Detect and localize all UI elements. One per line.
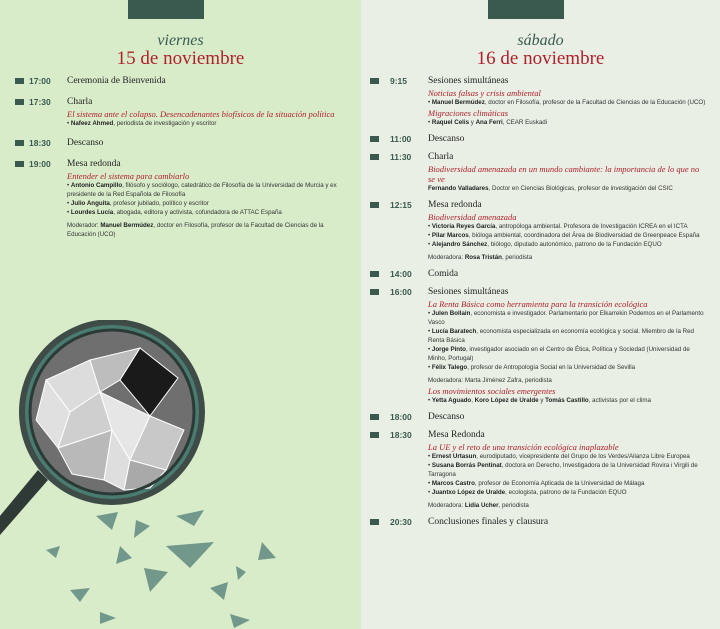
session-group bbox=[428, 164, 708, 193]
speaker-description: , economista especializada en economía ecológica y social. Miembro de la Red Renta Básica bbox=[428, 328, 694, 344]
moderator-label: Moderadora: bbox=[428, 502, 465, 509]
session-group bbox=[67, 171, 341, 239]
speaker-item bbox=[428, 488, 708, 497]
moderator-name: Rosa Tristán bbox=[464, 254, 502, 261]
session-group bbox=[428, 88, 708, 107]
speaker-item bbox=[428, 345, 708, 363]
speaker-item bbox=[428, 98, 708, 107]
schedule-item bbox=[370, 133, 708, 145]
speaker-name: Raquel Celis bbox=[431, 119, 470, 126]
speaker-name: Juantxo López de Uralde bbox=[431, 489, 506, 496]
schedule-item bbox=[370, 151, 708, 193]
speaker-name: Julen Bollain bbox=[431, 310, 471, 317]
moderator-line bbox=[428, 376, 708, 385]
saturday-schedule bbox=[370, 75, 708, 534]
speaker-item bbox=[428, 461, 708, 479]
schedule-item bbox=[370, 411, 708, 423]
bullet-square-icon bbox=[15, 140, 24, 146]
speaker-name: Antonio Campillo bbox=[70, 182, 123, 189]
event-title: Ceremonia de Bienvenida bbox=[67, 76, 166, 86]
speaker-description: , doctor en Filosofía, profesor de la Facultad de Ciencias de la Educación (UCO) bbox=[484, 99, 706, 106]
speaker-description: , ecologista, patrono de la Fundación EQUO bbox=[505, 489, 627, 496]
speaker-item bbox=[428, 309, 708, 327]
speaker-description: , profesor de Economía Aplicada de la Universidad de Málaga bbox=[474, 480, 645, 487]
event-time: 17:00 bbox=[29, 76, 51, 86]
speaker-name: Ernest Urtasun bbox=[431, 453, 477, 460]
session-subtitle: Biodiversidad amenazada en un mundo cambiante: la importancia de lo que no se ve bbox=[428, 164, 700, 184]
speaker-name: Lourdes Lucía bbox=[70, 209, 114, 216]
speaker-item bbox=[428, 222, 708, 231]
event-time: 18:30 bbox=[29, 138, 51, 148]
session-subtitle: Biodiversidad amenazada bbox=[428, 212, 517, 222]
session-group bbox=[428, 442, 708, 510]
speaker-item bbox=[67, 199, 341, 208]
speaker-item bbox=[428, 231, 708, 240]
schedule-item bbox=[370, 75, 708, 127]
event-time: 14:00 bbox=[390, 269, 412, 279]
speaker-item bbox=[67, 119, 341, 128]
event-time: 12:15 bbox=[390, 200, 412, 210]
bullet-square-icon bbox=[370, 414, 379, 420]
speaker-description: , biólogo, diputado autonómico, patrono de la Fundación EQUO bbox=[487, 241, 662, 248]
event-title: Descanso bbox=[428, 412, 465, 422]
day-date: 15 de noviembre bbox=[116, 48, 245, 69]
day-name: viernes bbox=[157, 32, 204, 49]
speaker-name: Yetta Aguado bbox=[431, 397, 472, 404]
moderator-label: Moderadora: bbox=[428, 377, 465, 384]
event-time: 18:00 bbox=[390, 412, 412, 422]
bullet-square-icon bbox=[370, 289, 379, 295]
schedule-item bbox=[370, 286, 708, 405]
event-time: 11:30 bbox=[390, 152, 412, 162]
bullet-square-icon bbox=[370, 519, 379, 525]
moderator-label: Moderadora: bbox=[428, 254, 465, 261]
speaker-item bbox=[428, 363, 708, 372]
speaker-description: , eurodiputado, vicepresidente del Grupo de los Verdes/Alianza Libre Europea bbox=[476, 453, 690, 460]
speaker-name: Alejandro Sánchez bbox=[431, 241, 488, 248]
speaker-name: Pilar Marcos bbox=[431, 232, 469, 239]
moderator-line bbox=[428, 501, 708, 510]
day-header bbox=[361, 32, 720, 69]
bullet-square-icon bbox=[370, 154, 379, 160]
event-time: 19:00 bbox=[29, 159, 51, 169]
bullet-square-icon bbox=[370, 202, 379, 208]
speaker-name: Lucía Baratech bbox=[431, 328, 477, 335]
event-time: 17:30 bbox=[29, 97, 51, 107]
speaker-name: Victoria Reyes García bbox=[431, 223, 496, 230]
speaker-description: , periodista de investigación y escritor bbox=[113, 120, 217, 127]
moderator-name: Lidia Ucher bbox=[464, 502, 499, 509]
speaker-name: Manuel Bermúdez bbox=[431, 99, 485, 106]
session-group bbox=[67, 109, 341, 128]
event-title: Comida bbox=[428, 269, 459, 279]
speaker-item bbox=[428, 479, 708, 488]
event-title: Conclusiones finales y clausura bbox=[428, 517, 549, 527]
speaker-name: Tomás Castillo bbox=[545, 397, 589, 404]
event-title: Descanso bbox=[67, 138, 104, 148]
schedule-item bbox=[15, 158, 341, 239]
event-title: Mesa redonda bbox=[428, 200, 482, 210]
speaker-description: , activistas por el clima bbox=[588, 397, 651, 404]
speaker-description: , bióloga ambiental, coordinadora del Área de Biodiversidad de Greenpeace España bbox=[468, 232, 700, 239]
speaker-item bbox=[67, 181, 341, 199]
event-title: Sesiones simultáneas bbox=[428, 287, 509, 297]
speaker-description: , profesor de Antropología Social en la Universidad de Sevilla bbox=[467, 364, 636, 371]
moderator-name: Manuel Bermúdez bbox=[100, 222, 154, 229]
schedule-item bbox=[15, 96, 341, 128]
speaker-description: , investigador asociado en el Centro de Ética, Política y Sociedad (Universidad de Minho, Portugal) bbox=[428, 346, 690, 362]
session-subtitle: Noticias falsas y crisis ambiental bbox=[428, 88, 541, 98]
session-subtitle: El sistema ante el colapso. Desencadenantes biofísicos de la situación política bbox=[67, 109, 335, 119]
event-time: 11:00 bbox=[390, 134, 412, 144]
day-date: 16 de noviembre bbox=[476, 48, 605, 69]
day-name: sábado bbox=[517, 32, 564, 49]
session-subtitle: Los movimientos sociales emergentes bbox=[428, 386, 556, 396]
session-group bbox=[428, 386, 708, 405]
speaker-description: , economista e investigador. Parlamentario por Elkarrekin Podemos en el Parlamento Vasco bbox=[428, 310, 704, 326]
speaker-name: Ana Ferri bbox=[475, 119, 503, 126]
speaker-description: y bbox=[469, 119, 476, 126]
session-subtitle: Migraciones climáticas bbox=[428, 108, 509, 118]
header-tab bbox=[128, 0, 204, 19]
bullet-square-icon bbox=[370, 78, 379, 84]
event-title: Mesa redonda bbox=[67, 159, 121, 169]
event-time: 20:30 bbox=[390, 517, 412, 527]
schedule-item bbox=[370, 429, 708, 510]
session-subtitle: Entender el sistema para cambiarlo bbox=[67, 171, 190, 181]
schedule-item bbox=[15, 137, 341, 149]
speaker-name: Susana Borrás Pentinat bbox=[431, 462, 502, 469]
speaker-name: Fernando Valladares bbox=[428, 185, 489, 192]
schedule-item bbox=[15, 75, 341, 87]
speaker-item bbox=[428, 184, 708, 193]
speaker-description: , bbox=[471, 397, 475, 404]
speaker-item bbox=[428, 396, 708, 405]
event-time: 9:15 bbox=[390, 76, 408, 86]
session-group bbox=[428, 299, 708, 385]
speaker-description: , antropóloga ambiental. Profesora de Investigación ICREA en el ICTA bbox=[495, 223, 688, 230]
session-subtitle: La Renta Básica como herramienta para la transición ecológica bbox=[428, 299, 648, 309]
speaker-name: Marcos Castro bbox=[431, 480, 475, 487]
speaker-item bbox=[67, 208, 341, 217]
moderator-description: , periodista bbox=[498, 502, 529, 509]
schedule-item bbox=[370, 199, 708, 262]
moderator-label: Moderador: bbox=[67, 222, 101, 229]
saturday-panel bbox=[361, 0, 720, 629]
event-time: 18:30 bbox=[390, 430, 412, 440]
day-header bbox=[0, 32, 361, 69]
speaker-description: , filósofo y sociólogo, catedrático de Filosofía de la Universidad de Murcia y ex presidente de la Red Española de Filosofía bbox=[67, 182, 337, 198]
bullet-square-icon bbox=[370, 136, 379, 142]
event-title: Descanso bbox=[428, 134, 465, 144]
broken-magnifying-glass-illustration bbox=[0, 320, 361, 629]
event-time: 16:00 bbox=[390, 287, 412, 297]
bullet-square-icon bbox=[370, 271, 379, 277]
bullet-square-icon bbox=[15, 161, 24, 167]
speaker-description: , Doctor en Ciencias Biológicas, profesor de investigación del CSIC bbox=[488, 185, 673, 192]
bullet-square-icon bbox=[15, 99, 24, 105]
schedule-item bbox=[370, 516, 708, 528]
bullet-square-icon bbox=[15, 78, 24, 84]
speaker-item bbox=[428, 327, 708, 345]
event-title: Mesa Redonda bbox=[428, 430, 485, 440]
session-group bbox=[428, 212, 708, 262]
moderator-line bbox=[67, 221, 341, 239]
friday-schedule bbox=[15, 75, 341, 248]
speaker-description: y bbox=[538, 397, 546, 404]
moderator-description: , periodista bbox=[501, 254, 533, 261]
moderator-description: Marta Jiménez Zafra, periodista bbox=[464, 377, 552, 384]
speaker-description: , profesor jubilado, político y escritor bbox=[109, 200, 209, 207]
moderator-description: , doctor en Filosofía, profesor de la Facultad de Ciencias de la Educación (UCO) bbox=[67, 222, 324, 238]
speaker-name: Nafeez Ahmed bbox=[70, 120, 114, 127]
speaker-description: , doctora en Derecho, Investigadora de la Universidad Rovira i Virgili de Tarragona bbox=[428, 462, 698, 478]
speaker-name: Koro López de Uralde bbox=[474, 397, 539, 404]
speaker-item bbox=[428, 452, 708, 461]
speaker-item bbox=[428, 240, 708, 249]
speaker-name: Julio Anguita bbox=[70, 200, 110, 207]
speaker-description: , abogada, editora y activista, cofundadora de ATTAC España bbox=[113, 209, 282, 216]
event-title: Charla bbox=[67, 97, 93, 107]
speaker-name: Félix Talego bbox=[431, 364, 468, 371]
event-title: Charla bbox=[428, 152, 454, 162]
moderator-line bbox=[428, 253, 708, 262]
speaker-item bbox=[428, 118, 708, 127]
session-subtitle: La UE y el reto de una transición ecológica inaplazable bbox=[428, 442, 619, 452]
event-title: Sesiones simultáneas bbox=[428, 76, 509, 86]
speaker-description: , CEAR Euskadi bbox=[502, 119, 548, 126]
schedule-item bbox=[370, 268, 708, 280]
bullet-square-icon bbox=[370, 432, 379, 438]
header-tab bbox=[488, 0, 564, 19]
speaker-name: Jorge Pinto bbox=[431, 346, 466, 353]
session-group bbox=[428, 108, 708, 127]
